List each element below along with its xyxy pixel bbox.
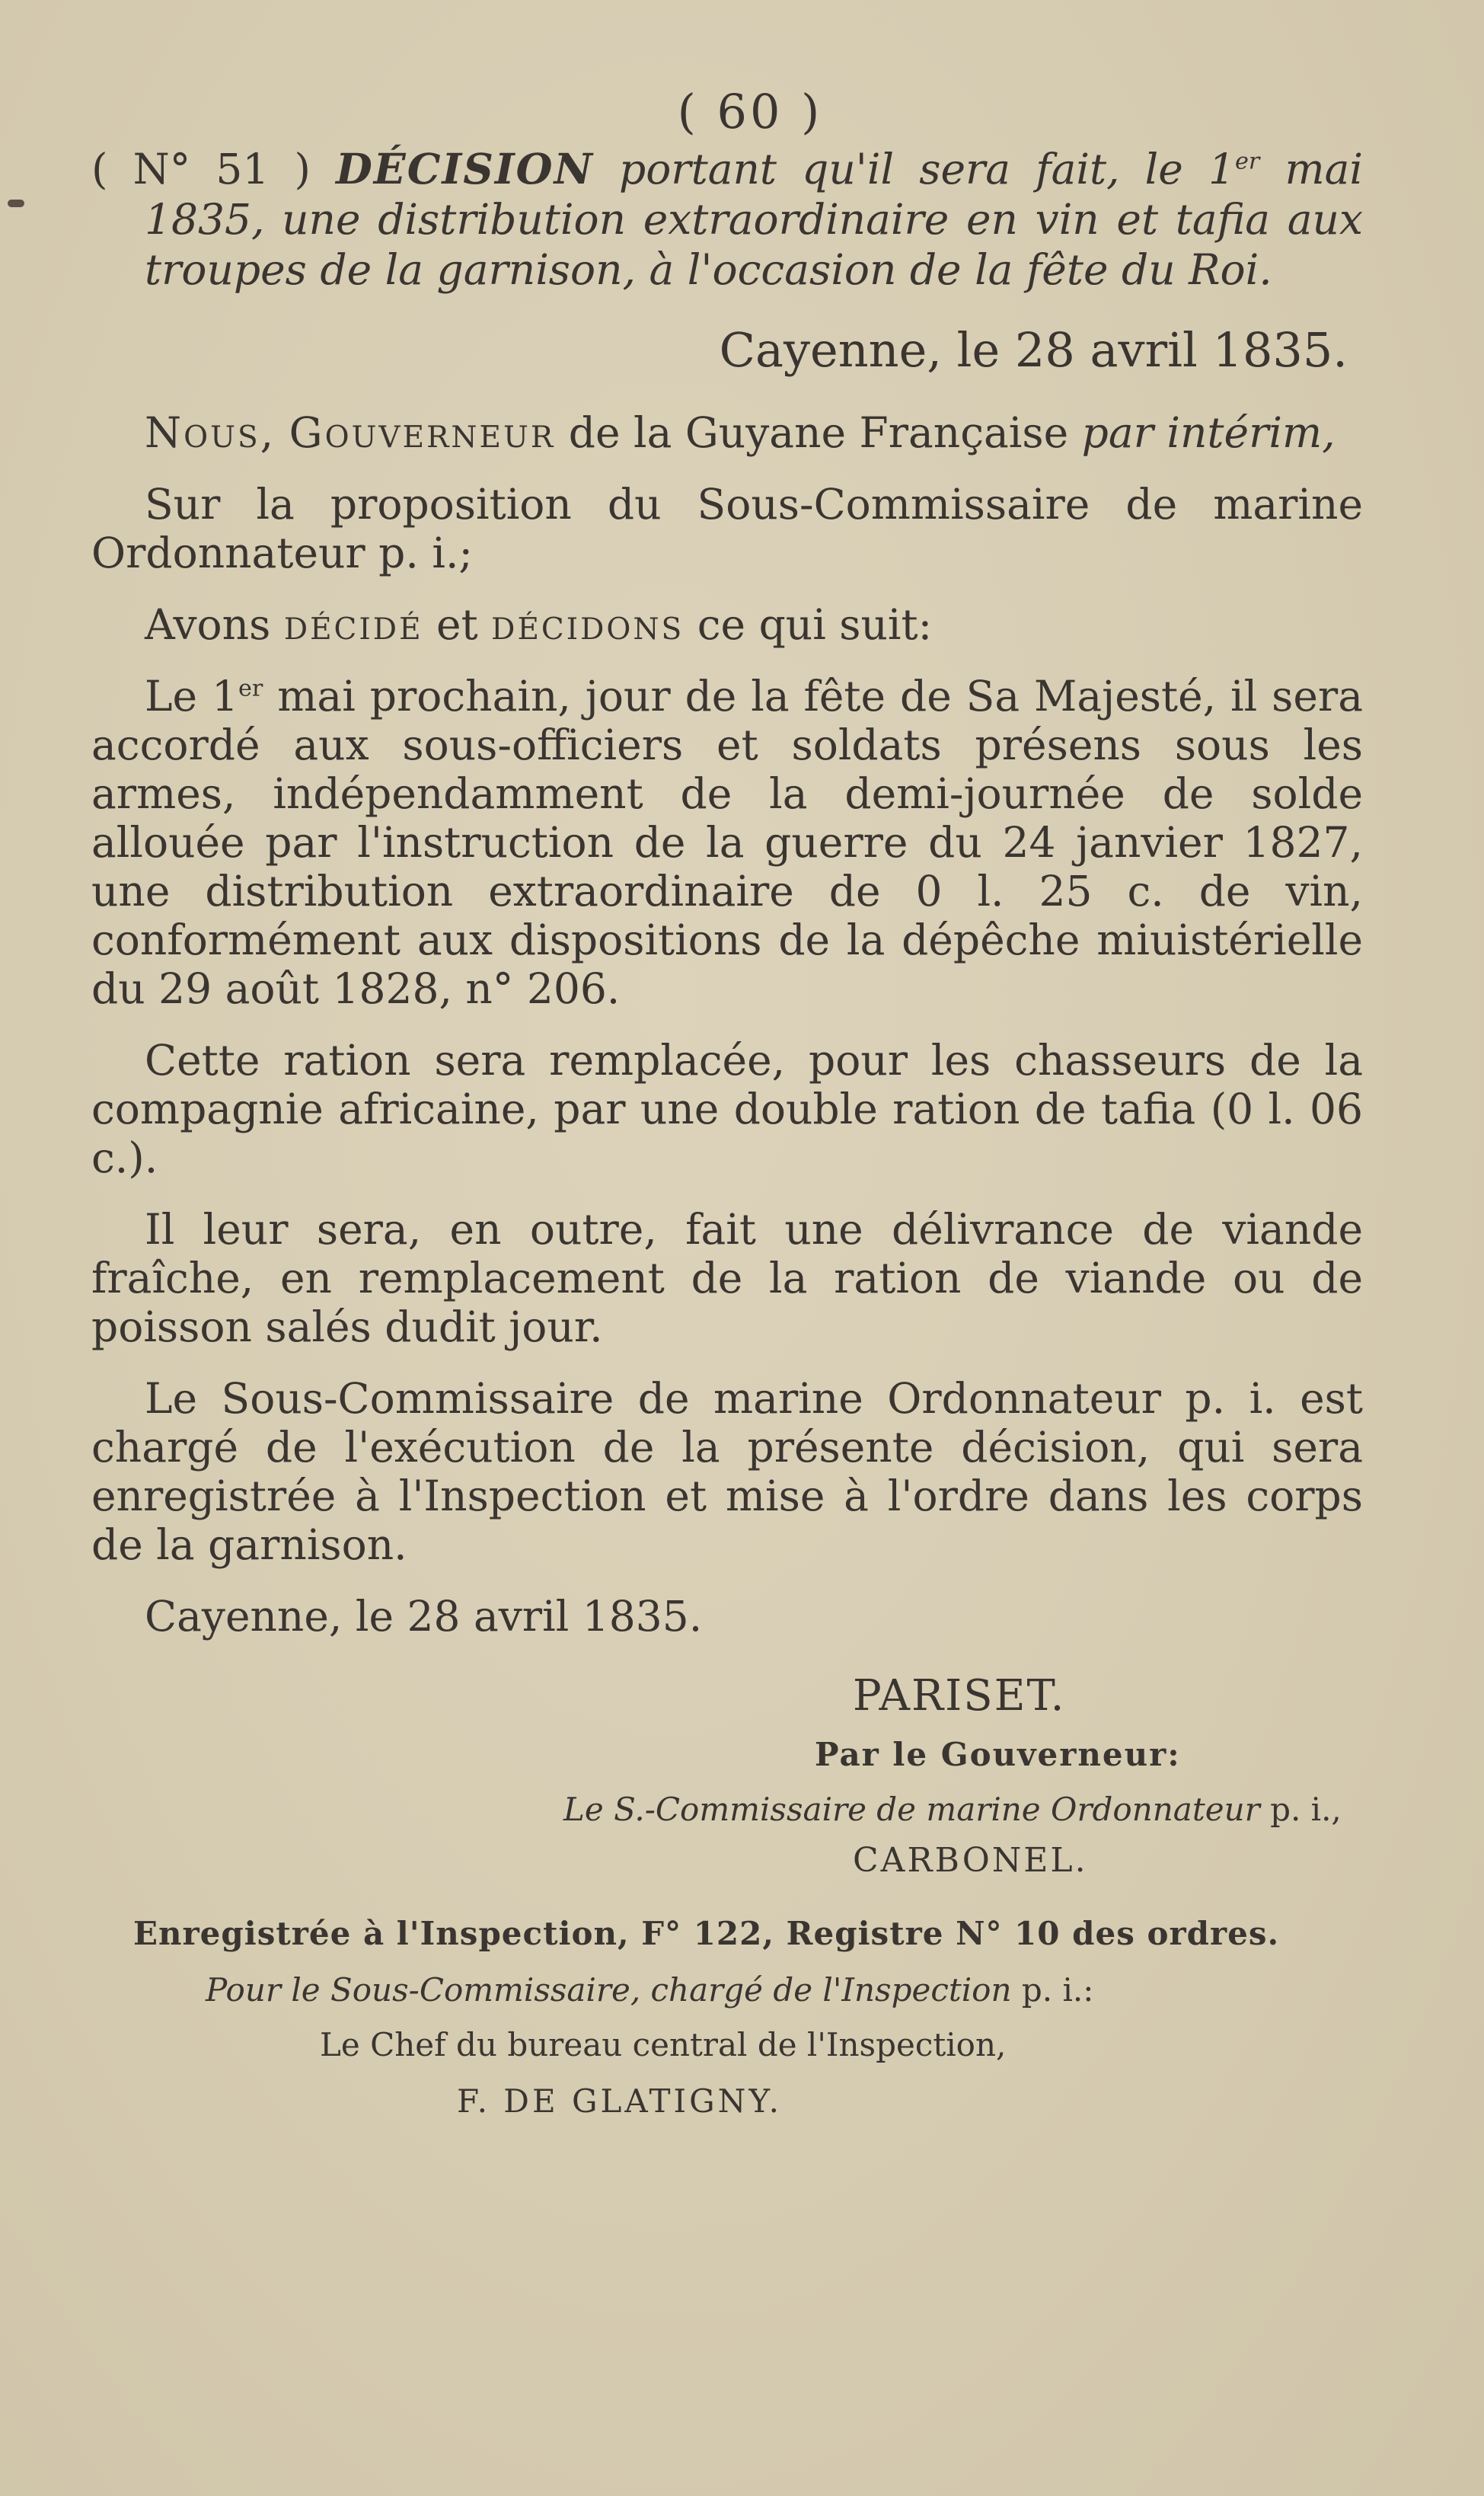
par-le-gouverneur: Par le Gouverneur:: [815, 1736, 1181, 1773]
paragraph-execution: Le Sous-Commissaire de marine Ordonnateur p. i. est chargé de l'exécution de la présente décision, qui sera enregistrée à l'Inspection et mise à l'ordre dans les corps de la garnison.: [91, 1374, 1363, 1569]
preamble-rest: de la Guyane Française: [568, 408, 1069, 457]
heading-text-end: mai 1835, une distribution extraordinaire en vin et tafia aux troupes de la garnison, à l'occasion de la fête du Roi.: [145, 145, 1364, 294]
pour-le-title: Pour le Sous-Commissaire, chargé de l'Inspection: [206, 1971, 1012, 2009]
interim-word: par intérim,: [1081, 408, 1336, 457]
paragraph-viande: Il leur sera, en outre, fait une délivrance de viande fraîche, en remplacement de la ration de viande ou de poisson salés dudit jour.: [91, 1205, 1363, 1351]
commissaire-suffix: p. i.,: [1270, 1791, 1342, 1828]
distribution-superscript: er: [238, 675, 263, 702]
ce-qui-suit: ce qui suit:: [697, 600, 933, 649]
avons-word: Avons: [145, 600, 271, 649]
dateline: Cayenne, le 28 avril 1835.: [719, 322, 1348, 378]
decision-heading: [91, 144, 1363, 295]
gouverneur-word: Gouverneur: [289, 408, 556, 457]
decide-word: décidé: [283, 600, 423, 649]
commissaire-line: [563, 1786, 1363, 1833]
signature-pariset: PARISET.: [853, 1671, 1066, 1721]
paragraph-proposition: Sur la proposition du Sous-Commissaire de marine Ordonnateur p. i.;: [91, 480, 1363, 577]
nous-word: Nous,: [145, 408, 276, 457]
margin-ink-mark: [8, 200, 24, 207]
preamble-nous: [91, 408, 1363, 457]
pour-le-suffix: p. i.:: [1021, 1971, 1094, 2009]
chef-line: Le Chef du bureau central de l'Inspection,: [320, 2026, 1007, 2063]
decidons-word: décidons: [491, 600, 685, 649]
heading-text-start: portant qu'il sera fait, le 1: [618, 145, 1235, 193]
heading-superscript: er: [1234, 148, 1260, 175]
pour-le-line: [206, 1967, 1363, 2014]
page-number: ( 60 ): [677, 84, 823, 139]
signature-glatigny: F. DE GLATIGNY.: [457, 2082, 783, 2120]
distribution-text: mai prochain, jour de la fête de Sa Majesté, il sera accordé aux sous-officiers et soldats présens sous les armes, indépendamment de la demi-journée de solde allouée par l'instruction de la guerre du 24 janvier 1827, une distribution extraordinaire de 0 l. 25 c. de vin, conformément aux dispositions de la dépêche miuistérielle du 29 août 1828, n° 206.: [91, 672, 1363, 1013]
paragraph-avons: [91, 600, 1363, 649]
decision-number: ( N° 51 ): [91, 145, 311, 193]
closing-date: Cayenne, le 28 avril 1835.: [145, 1592, 703, 1641]
signature-carbonel: CARBONEL.: [853, 1841, 1088, 1880]
distribution-start: Le 1: [145, 672, 238, 721]
paragraph-ration: Cette ration sera remplacée, pour les chasseurs de la compagnie africaine, par une double ration de tafia (0 l. 06 c.).: [91, 1036, 1363, 1182]
et-word: et: [436, 600, 478, 649]
registration-line: Enregistrée à l'Inspection, F° 122, Registre N° 10 des ordres.: [133, 1915, 1280, 1952]
document-page: [91, 84, 1363, 2125]
paragraph-distribution: [91, 672, 1363, 1013]
decision-title: DÉCISION: [336, 144, 594, 193]
commissaire-title: Le S.-Commissaire de marine Ordonnateur: [563, 1791, 1260, 1828]
